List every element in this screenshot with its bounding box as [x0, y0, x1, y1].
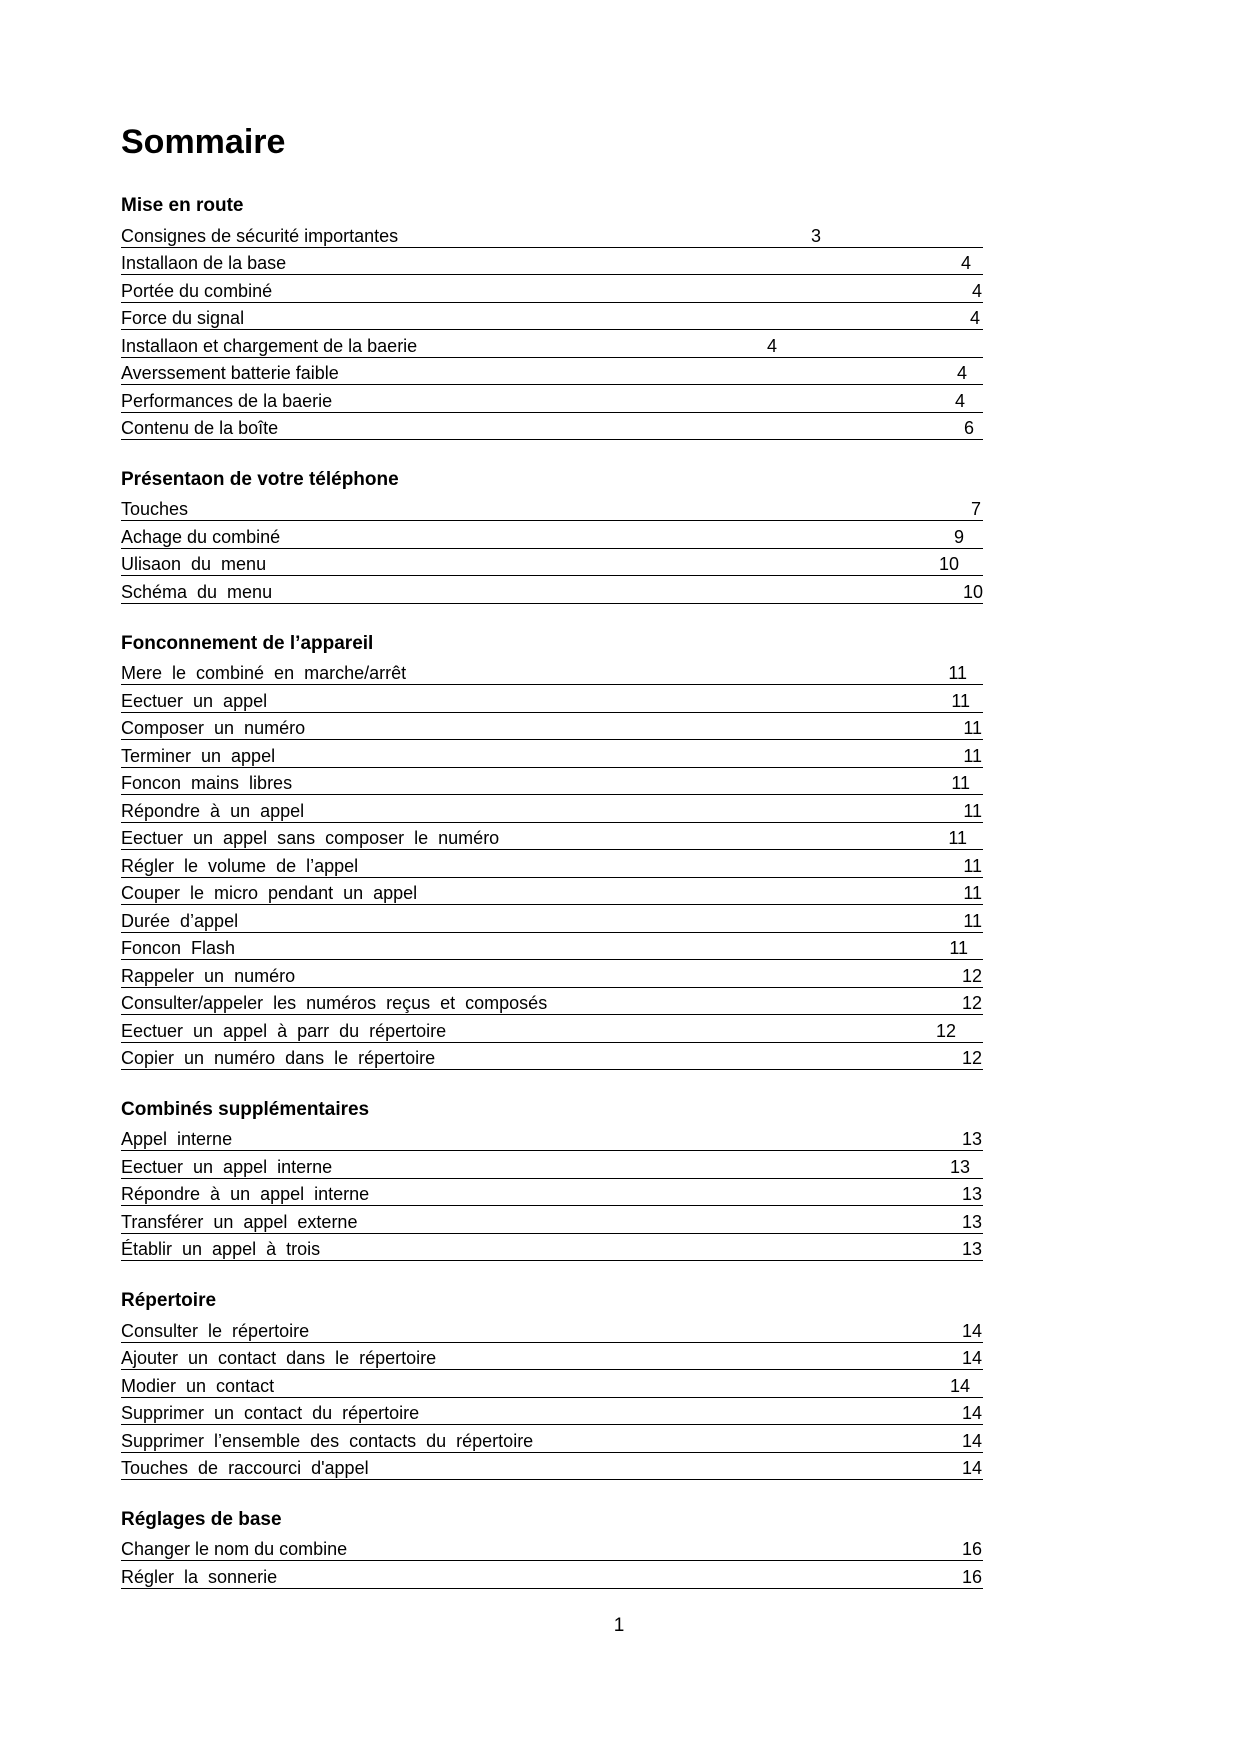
section-heading: Présentaon de votre téléphone: [121, 468, 399, 490]
entry-page-number: 14: [949, 1375, 970, 1396]
toc-entry: [121, 413, 983, 441]
toc-section: [121, 630, 983, 1071]
entry-label: Appel interne: [121, 1129, 233, 1150]
entry-page-number: 14: [961, 1430, 982, 1451]
entry-page-number: 13: [961, 1184, 982, 1205]
toc-section: [121, 466, 983, 604]
entry-label: Eectuer un appel à parr du répertoire: [121, 1020, 447, 1041]
toc-entry: [121, 1453, 983, 1481]
entry-label: Terminer un appel: [121, 745, 276, 766]
toc-section: [121, 192, 983, 440]
entry-page-number: 14: [961, 1403, 982, 1423]
entry-page-number: 11: [963, 745, 982, 766]
toc-entry: [121, 220, 983, 248]
entry-page-number: 10: [962, 581, 983, 602]
entry-page-number: 14: [961, 1458, 982, 1478]
entry-page-number: 4: [971, 280, 982, 301]
toc-entry: [121, 988, 983, 1016]
toc-entry: [121, 905, 983, 933]
toc-entry: [121, 768, 983, 796]
toc-entry: [121, 1398, 983, 1426]
entry-label: Foncon Flash: [121, 938, 236, 958]
toc-entry: [121, 823, 983, 851]
toc-entry: [121, 1043, 983, 1071]
toc-entry: [121, 494, 983, 522]
entry-label: Eectuer un appel: [121, 690, 268, 711]
toc-entry: [121, 1206, 983, 1234]
entry-page-number: 13: [961, 1211, 982, 1232]
entry-page-number: 7: [970, 499, 981, 520]
entry-page-number: 3: [810, 225, 821, 246]
toc-entry: [121, 303, 983, 331]
toc-entry: [121, 960, 983, 988]
entry-label: Modier un contact: [121, 1375, 275, 1396]
toc-entry: [121, 549, 983, 577]
section-heading: Fonconnement de l’appareil: [121, 632, 374, 654]
section-heading: Mise en route: [121, 195, 244, 216]
entry-page-number: 4: [766, 335, 777, 356]
toc-section: [121, 1096, 983, 1262]
entry-page-number: 4: [954, 390, 965, 411]
toc-entry: [121, 521, 983, 549]
entry-label: Performances de la baerie: [121, 390, 333, 411]
table-of-contents-page: [121, 122, 983, 1589]
entry-page-number: 16: [961, 1539, 982, 1560]
entry-label: Ajouter un contact dans le répertoire: [121, 1348, 437, 1368]
toc-entry: [121, 658, 983, 686]
entry-label: Contenu de la boîte: [121, 418, 279, 438]
entry-label: Installaon et chargement de la baerie: [121, 335, 418, 356]
entry-page-number: 12: [961, 993, 982, 1013]
entry-label: Averssement batterie faible: [121, 363, 339, 383]
toc-entry: [121, 1370, 983, 1398]
entry-page-number: 12: [961, 965, 982, 986]
toc-entry: [121, 385, 983, 413]
toc-entry: [121, 713, 983, 741]
entry-label: Ulisaon du menu: [121, 554, 267, 575]
entry-page-number: 13: [961, 1129, 982, 1150]
toc-entry: [121, 1425, 983, 1453]
entry-label: Copier un numéro dans le répertoire: [121, 1048, 436, 1068]
toc-entry: [121, 1234, 983, 1262]
toc-entry: [121, 1315, 983, 1343]
entry-page-number: 11: [948, 663, 967, 683]
entry-page-number: 6: [963, 418, 974, 438]
entry-label: Supprimer l’ensemble des contacts du répertoire: [121, 1430, 534, 1451]
entry-page-number: 13: [949, 1156, 970, 1177]
entry-label: Foncon mains libres: [121, 773, 293, 793]
entry-label: Supprimer un contact du répertoire: [121, 1403, 420, 1423]
entry-label: Transférer un appel externe: [121, 1211, 358, 1232]
toc-entry: [121, 330, 983, 358]
toc-entry: [121, 878, 983, 906]
section-heading: Réglages de base: [121, 1508, 282, 1530]
toc-entry: [121, 685, 983, 713]
entry-label: Mere le combiné en marche/arrêt: [121, 663, 407, 683]
entry-label: Eectuer un appel interne: [121, 1156, 333, 1177]
page-number: 1: [613, 1615, 625, 1636]
entry-label: Composer un numéro: [121, 718, 306, 738]
entry-page-number: 16: [961, 1566, 982, 1587]
entry-page-number: 13: [961, 1239, 982, 1260]
page-title: Sommaire: [121, 123, 286, 161]
entry-page-number: 4: [969, 308, 980, 328]
entry-page-number: 11: [963, 800, 982, 821]
entry-page-number: 14: [961, 1320, 982, 1341]
entry-page-number: 10: [938, 554, 959, 575]
entry-page-number: 11: [963, 855, 982, 876]
table-of-contents: [121, 192, 983, 1589]
entry-label: Schéma du menu: [121, 581, 273, 602]
toc-entry: [121, 248, 983, 276]
entry-label: Force du signal: [121, 308, 245, 328]
entry-page-number: 11: [963, 883, 982, 903]
entry-label: Établir un appel à trois: [121, 1239, 321, 1260]
entry-label: Régler la sonnerie: [121, 1566, 278, 1587]
entry-label: Touches de raccourci d'appel: [121, 1458, 369, 1478]
toc-entry: [121, 1015, 983, 1043]
entry-label: Changer le nom du combine: [121, 1539, 348, 1560]
entry-page-number: 12: [961, 1048, 982, 1068]
entry-page-number: 12: [935, 1020, 956, 1041]
toc-section: [121, 1287, 983, 1480]
entry-label: Consignes de sécurité importantes: [121, 225, 399, 246]
entry-label: Régler le volume de l’appel: [121, 855, 359, 876]
section-heading: Combinés supplémentaires: [121, 1098, 370, 1120]
entry-label: Couper le micro pendant un appel: [121, 883, 418, 903]
toc-entry: [121, 275, 983, 303]
entry-label: Achage du combiné: [121, 526, 281, 547]
entry-label: Répondre à un appel interne: [121, 1184, 370, 1205]
entry-page-number: 4: [956, 363, 967, 383]
entry-label: Touches: [121, 499, 189, 520]
toc-entry: [121, 740, 983, 768]
toc-section: [121, 1506, 983, 1589]
entry-page-number: 11: [948, 828, 967, 848]
entry-label: Eectuer un appel sans composer le numéro: [121, 828, 500, 848]
entry-label: Consulter le répertoire: [121, 1320, 310, 1341]
entry-page-number: 11: [963, 910, 982, 931]
toc-entry: [121, 1124, 983, 1152]
entry-label: Rappeler un numéro: [121, 965, 296, 986]
toc-entry: [121, 933, 983, 961]
toc-entry: [121, 576, 983, 604]
toc-entry: [121, 850, 983, 878]
entry-page-number: 11: [949, 938, 968, 958]
toc-entry: [121, 1534, 983, 1562]
toc-entry: [121, 358, 983, 386]
entry-label: Installaon de la base: [121, 253, 287, 273]
toc-entry: [121, 1179, 983, 1207]
toc-entry: [121, 1343, 983, 1371]
entry-page-number: 11: [951, 773, 970, 793]
entry-page-number: 9: [953, 526, 964, 547]
entry-page-number: 11: [951, 690, 970, 711]
entry-page-number: 14: [961, 1348, 982, 1368]
entry-page-number: 4: [960, 253, 971, 273]
entry-label: Portée du combiné: [121, 280, 273, 301]
toc-entry: [121, 795, 983, 823]
toc-entry: [121, 1151, 983, 1179]
entry-label: Durée d’appel: [121, 910, 239, 931]
section-heading: Répertoire: [121, 1290, 217, 1311]
entry-label: Consulter/appeler les numéros reçus et composés: [121, 993, 548, 1013]
entry-label: Répondre à un appel: [121, 800, 305, 821]
toc-entry: [121, 1561, 983, 1589]
entry-page-number: 11: [963, 718, 982, 738]
